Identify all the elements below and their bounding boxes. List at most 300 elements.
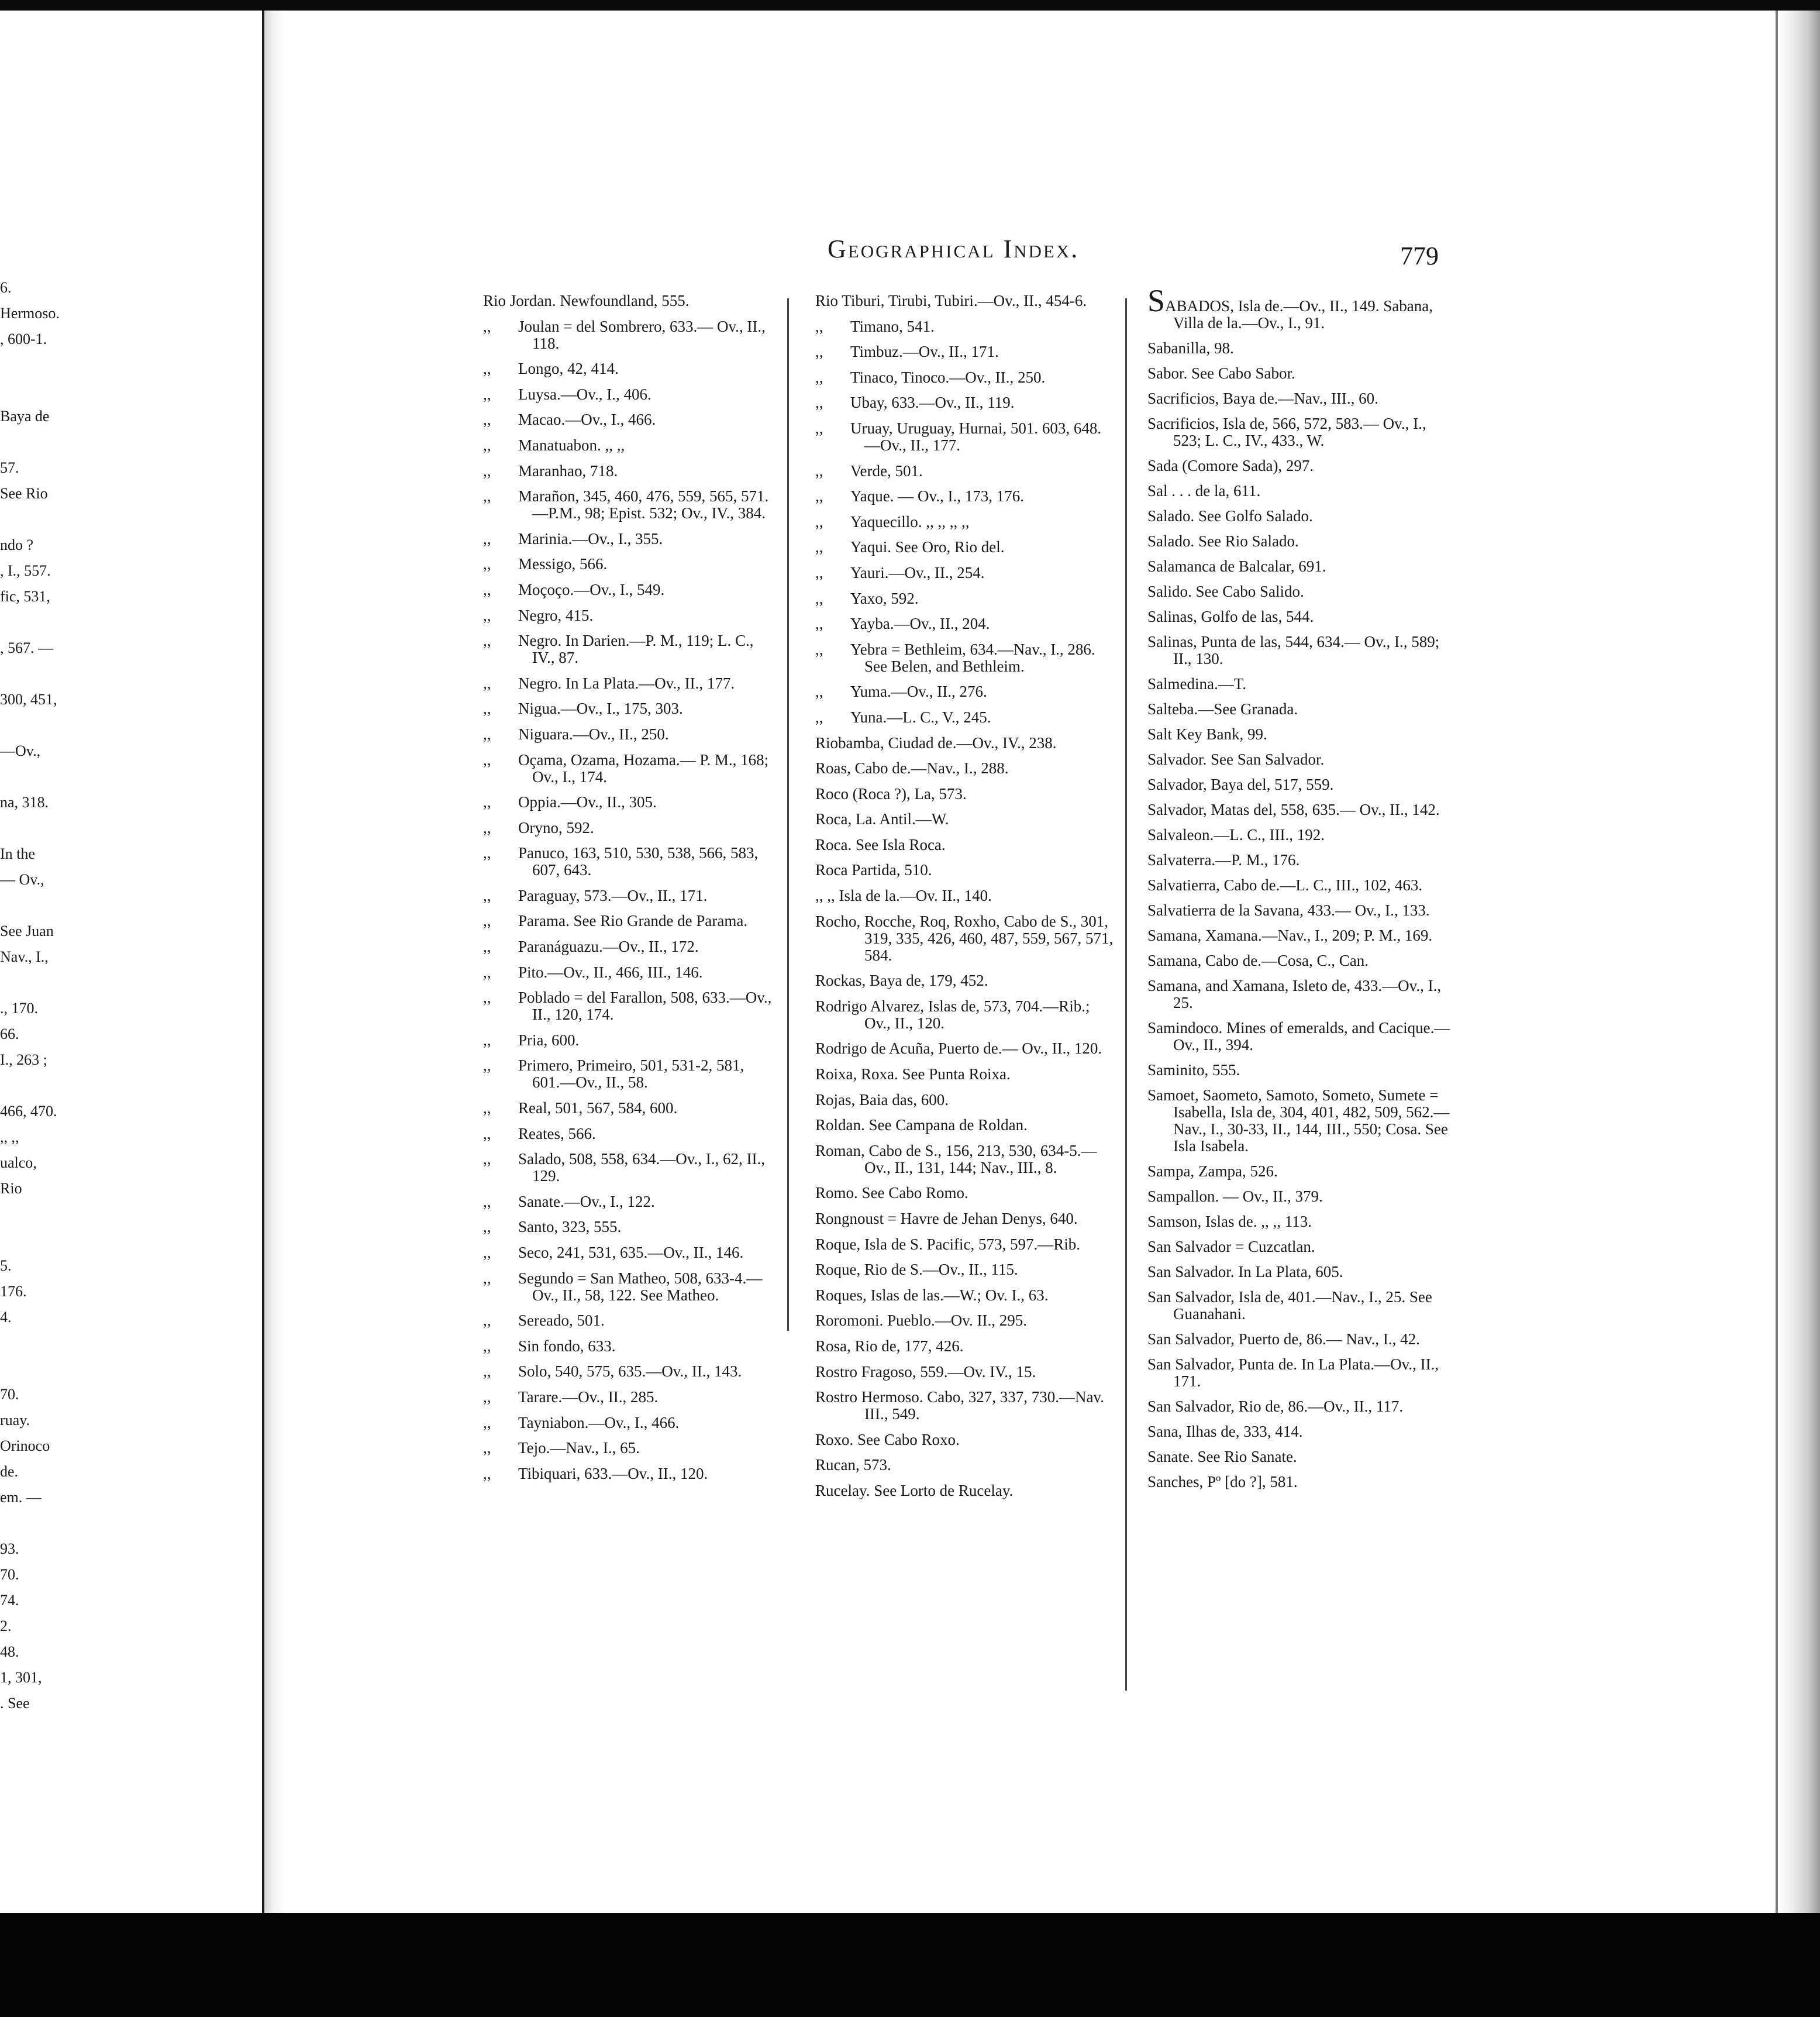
index-entry-text: Rodrigo Alvarez, Islas de, 573, 704.—Rib.; Ov., II., 120. bbox=[815, 997, 1090, 1032]
index-entry bbox=[815, 1117, 1114, 1134]
index-entry bbox=[483, 700, 775, 717]
index-entry-text: Salinas, Golfo de las, 544. bbox=[1147, 608, 1314, 625]
index-entry bbox=[483, 607, 775, 624]
index-entry bbox=[483, 1032, 775, 1049]
index-entry bbox=[815, 1142, 1114, 1176]
index-entry-text: Negro. In Darien.—P. M., 119; L. C., IV., 87. bbox=[518, 632, 754, 667]
index-entry-text: Tayniabon.—Ov., I., 466. bbox=[518, 1413, 680, 1431]
index-entry-text: Salido. See Cabo Salido. bbox=[1147, 583, 1304, 600]
ditto-mark: ,, bbox=[815, 394, 823, 412]
index-entry bbox=[483, 463, 775, 480]
ditto-mark: ,, bbox=[815, 683, 823, 701]
index-entry bbox=[483, 581, 775, 598]
previous-page-fragment: 5. bbox=[0, 1257, 12, 1274]
index-entry-text: Roque, Isla de S. Pacific, 573, 597.—Rib. bbox=[815, 1235, 1080, 1253]
ditto-mark: ,, bbox=[483, 1099, 491, 1117]
previous-page-fragment: ruay. bbox=[0, 1412, 30, 1429]
ditto-mark: ,, bbox=[483, 793, 491, 811]
ditto-mark: ,, bbox=[483, 1218, 491, 1236]
ditto-mark: ,, bbox=[815, 708, 823, 726]
index-entry-text: Paranáguazu.—Ov., II., 172. bbox=[518, 938, 699, 956]
ditto-mark: ,, bbox=[483, 818, 491, 837]
previous-page-fragment: 66. bbox=[0, 1025, 19, 1042]
index-entry bbox=[815, 811, 1114, 828]
index-entry-text: Sampa, Zampa, 526. bbox=[1147, 1162, 1278, 1180]
previous-page-fragment: 70. bbox=[0, 1566, 19, 1583]
index-entry bbox=[483, 820, 775, 837]
ditto-mark: ,, bbox=[815, 462, 823, 480]
ditto-mark: ,, bbox=[815, 368, 823, 386]
index-entry bbox=[815, 292, 1114, 309]
ditto-mark: ,, bbox=[483, 1337, 491, 1355]
index-entry-text: Rostro Hermoso. Cabo, 327, 337, 730.—Nav. III., 549. bbox=[815, 1388, 1104, 1423]
index-entry bbox=[483, 675, 775, 692]
index-entry bbox=[483, 556, 775, 573]
previous-page-fragment: . See bbox=[0, 1695, 30, 1712]
index-entry bbox=[815, 1457, 1114, 1474]
ditto-mark: ,, bbox=[483, 462, 491, 480]
index-entry-text: Macao.—Ov., I., 466. bbox=[518, 411, 656, 429]
previous-page-fragment: fic, 531, bbox=[0, 588, 50, 605]
previous-page-fragment bbox=[0, 764, 70, 790]
index-entry bbox=[1147, 852, 1452, 869]
index-entry bbox=[815, 1066, 1114, 1083]
index-entry-text: Roman, Cabo de S., 156, 213, 530, 634-5.—Ov., II., 131, 144; Nav., III., 8. bbox=[815, 1141, 1097, 1176]
index-entry bbox=[1147, 634, 1452, 667]
index-entry bbox=[1147, 1213, 1452, 1230]
ditto-mark: ,, bbox=[483, 700, 491, 718]
index-entry bbox=[1147, 1398, 1452, 1415]
previous-page-fragment: de. bbox=[0, 1463, 19, 1480]
index-entry bbox=[483, 1100, 775, 1117]
index-entry-text: Yuna.—L. C., V., 245. bbox=[850, 708, 991, 726]
previous-page-fragment bbox=[0, 661, 70, 687]
ditto-mark: ,, bbox=[483, 912, 491, 930]
index-entry-text: Verde, 501. bbox=[850, 462, 923, 480]
ditto-mark: ,, bbox=[483, 989, 491, 1007]
index-entry-text: Poblado = del Farallon, 508, 633.—Ov., II., 120, 174. bbox=[518, 989, 772, 1024]
index-entry bbox=[815, 1287, 1114, 1304]
index-entry bbox=[815, 1092, 1114, 1109]
index-entry-text: Sereado, 501. bbox=[518, 1312, 605, 1330]
index-entry-text: Salvador. See San Salvador. bbox=[1147, 751, 1325, 768]
index-entry-text: Roques, Islas de las.—W.; Ov. I., 63. bbox=[815, 1286, 1049, 1304]
previous-page-fragment: Rio bbox=[0, 1180, 22, 1197]
previous-page-fragment: I., 263 ; bbox=[0, 1051, 47, 1068]
index-entry-text: Yauri.—Ov., II., 254. bbox=[850, 563, 985, 581]
ditto-mark: ,, bbox=[483, 632, 491, 650]
index-entry-text: Samana, Xamana.—Nav., I., 209; P. M., 169. bbox=[1147, 927, 1433, 944]
index-entry bbox=[815, 837, 1114, 853]
index-entry-text: Timano, 541. bbox=[850, 317, 935, 335]
index-entry-text: Oryno, 592. bbox=[518, 818, 594, 837]
index-entry bbox=[1147, 390, 1452, 407]
ditto-mark: ,, bbox=[483, 938, 491, 956]
index-entry-text: Yaquecillo. ,, ,, ,, ,, bbox=[850, 512, 970, 531]
ditto-mark: ,, bbox=[483, 360, 491, 378]
index-entry bbox=[1147, 1020, 1452, 1054]
previous-page-fragment: Nav., I., bbox=[0, 948, 49, 965]
previous-page-fragment bbox=[0, 1073, 70, 1099]
previous-page-fragment bbox=[0, 507, 70, 532]
index-entry bbox=[483, 1219, 775, 1235]
index-entry-text: Messigo, 566. bbox=[518, 555, 608, 573]
index-entry bbox=[815, 463, 1114, 480]
index-column-1 bbox=[483, 292, 775, 1491]
index-entry bbox=[483, 1193, 775, 1210]
index-entry-text: San Salvador = Cuzcatlan. bbox=[1147, 1238, 1315, 1255]
index-entry bbox=[1147, 365, 1452, 382]
index-entry bbox=[483, 318, 775, 352]
previous-page-fragment: 74. bbox=[0, 1592, 19, 1609]
index-column-3 bbox=[1147, 283, 1452, 1499]
ditto-mark: ,, bbox=[483, 385, 491, 403]
index-entry-text: Sacrificios, Baya de.—Nav., III., 60. bbox=[1147, 390, 1378, 407]
previous-page-fragment: — Ov., bbox=[0, 871, 44, 888]
ditto-mark: ,, bbox=[483, 487, 491, 505]
ditto-mark: ,, bbox=[483, 317, 491, 335]
previous-page-fragment: 1, 301, bbox=[0, 1669, 42, 1686]
index-entry bbox=[815, 1338, 1114, 1355]
previous-page-fragment bbox=[0, 1356, 70, 1382]
index-entry-text: Roldan. See Campana de Roldan. bbox=[815, 1116, 1028, 1134]
ditto-mark: ,, bbox=[483, 1244, 491, 1261]
previous-page-fragment bbox=[0, 815, 70, 841]
index-entry-text: Sampallon. — Ov., II., 379. bbox=[1147, 1188, 1323, 1205]
index-entry bbox=[815, 862, 1114, 879]
index-entry bbox=[815, 641, 1114, 675]
index-entry-text: Tibiquari, 633.—Ov., II., 120. bbox=[518, 1464, 708, 1482]
previous-page-fragment: , 600-1. bbox=[0, 331, 47, 347]
index-entry-text: Samindoco. Mines of emeralds, and Cacique.—Ov., II., 394. bbox=[1147, 1019, 1450, 1054]
index-entry bbox=[483, 292, 775, 309]
index-entry-text: Negro, 415. bbox=[518, 606, 594, 624]
index-entry-text: Joulan = del Sombrero, 633.— Ov., II., 118. bbox=[518, 317, 766, 352]
index-entry bbox=[1147, 877, 1452, 894]
index-entry-text: Salvatierra, Cabo de.—L. C., III., 102, 463. bbox=[1147, 876, 1423, 894]
index-entry bbox=[483, 488, 775, 522]
index-entry bbox=[815, 565, 1114, 581]
index-entry-text: Timbuz.—Ov., II., 171. bbox=[850, 343, 999, 361]
previous-page-fragment bbox=[0, 893, 70, 918]
index-entry-text: Rongnoust = Havre de Jehan Denys, 640. bbox=[815, 1210, 1078, 1227]
index-entry bbox=[1147, 283, 1452, 332]
previous-page-fragment: 57. bbox=[0, 459, 19, 476]
index-entry-text: Roixa, Roxa. See Punta Roixa. bbox=[815, 1065, 1011, 1083]
previous-page-fragment: 466, 470. bbox=[0, 1103, 57, 1120]
index-entry-text: Samana, Cabo de.—Cosa, C., Can. bbox=[1147, 952, 1369, 969]
index-entry-text: Salteba.—See Granada. bbox=[1147, 700, 1298, 718]
index-entry-text: Yaxo, 592. bbox=[850, 589, 919, 607]
index-entry bbox=[815, 318, 1114, 335]
index-entry bbox=[815, 1236, 1114, 1253]
index-entry-text: Reates, 566. bbox=[518, 1124, 596, 1142]
ditto-mark: ,, bbox=[815, 615, 823, 633]
index-entry bbox=[1147, 415, 1452, 449]
index-entry bbox=[1147, 726, 1452, 743]
index-entry bbox=[815, 1185, 1114, 1202]
ditto-mark: ,, bbox=[815, 419, 823, 437]
index-entry-text: Pito.—Ov., II., 466, III., 146. bbox=[518, 963, 703, 981]
index-entry-text: Panuco, 163, 510, 530, 538, 566, 583, 607, 643. bbox=[518, 844, 759, 879]
index-entry bbox=[483, 1057, 775, 1091]
index-entry-text: Pria, 600. bbox=[518, 1031, 580, 1049]
index-entry bbox=[815, 735, 1114, 752]
ditto-mark: ,, bbox=[815, 563, 823, 581]
index-entry-text: Sada (Comore Sada), 297. bbox=[1147, 457, 1314, 474]
index-entry bbox=[483, 913, 775, 930]
index-entry-text: Parama. See Rio Grande de Parama. bbox=[518, 912, 748, 930]
index-entry-text: Nigua.—Ov., I., 175, 303. bbox=[518, 700, 683, 718]
index-entry bbox=[483, 1363, 775, 1380]
previous-page-fragment: 2. bbox=[0, 1617, 12, 1634]
index-entry-text: Salvador, Baya del, 517, 559. bbox=[1147, 776, 1334, 793]
index-entry-text: Manatuabon. ,, ,, bbox=[518, 436, 625, 454]
previous-page-fragment bbox=[0, 378, 70, 404]
previous-page-fragment: 93. bbox=[0, 1540, 19, 1557]
index-entry bbox=[815, 1389, 1114, 1423]
previous-page-fragment: , I., 557. bbox=[0, 562, 51, 579]
index-entry-text: Segundo = San Matheo, 508, 633-4.—Ov., II., 58, 122. See Matheo. bbox=[518, 1269, 763, 1304]
ditto-mark: ,, bbox=[483, 844, 491, 862]
index-entry bbox=[483, 1389, 775, 1406]
index-entry bbox=[815, 683, 1114, 700]
index-entry bbox=[1147, 558, 1452, 575]
previous-page-fragment: See Rio bbox=[0, 485, 48, 502]
index-entry-text: Tejo.—Nav., I., 65. bbox=[518, 1439, 640, 1457]
index-entry bbox=[483, 360, 775, 377]
previous-page-fragment-column bbox=[0, 275, 70, 1716]
page-gutter-shadow bbox=[264, 11, 285, 1913]
index-entry bbox=[815, 760, 1114, 777]
index-entry-text: Sanches, Pº [do ?], 581. bbox=[1147, 1473, 1298, 1491]
index-entry bbox=[1147, 483, 1452, 500]
index-entry bbox=[815, 913, 1114, 964]
index-entry bbox=[1147, 902, 1452, 919]
ditto-mark: ,, bbox=[815, 512, 823, 531]
ditto-mark: ,, bbox=[483, 606, 491, 624]
index-entry-text: Rocho, Rocche, Roq, Roxho, Cabo de S., 301, 319, 335, 426, 460, 487, 559, 567, 571, 584. bbox=[815, 912, 1114, 964]
previous-page-fragment bbox=[0, 1330, 70, 1356]
ditto-mark: ,, bbox=[815, 640, 823, 658]
index-entry-text: Seco, 241, 531, 635.—Ov., II., 146. bbox=[518, 1244, 744, 1261]
index-entry bbox=[1147, 751, 1452, 768]
index-entry-text: Sanate.—Ov., I., 122. bbox=[518, 1192, 655, 1210]
index-entry bbox=[1147, 776, 1452, 793]
index-entry bbox=[1147, 927, 1452, 944]
scan-border-top bbox=[0, 0, 1820, 11]
index-entry-text: Oçama, Ozama, Hozama.— P. M., 168; Ov., I., 174. bbox=[518, 751, 769, 786]
index-entry-text: Yaque. — Ov., I., 173, 176. bbox=[850, 487, 1024, 505]
index-entry bbox=[1147, 1448, 1452, 1465]
index-entry-text: Rucan, 573. bbox=[815, 1456, 891, 1474]
index-entry bbox=[1147, 1163, 1452, 1180]
previous-page-fragment: Hermoso. bbox=[0, 305, 60, 322]
index-entry-text: Sabanilla, 98. bbox=[1147, 339, 1234, 357]
index-entry bbox=[1147, 583, 1452, 600]
ditto-mark: ,, bbox=[483, 529, 491, 548]
index-entry-text: San Salvador. In La Plata, 605. bbox=[1147, 1263, 1343, 1281]
index-entry bbox=[815, 590, 1114, 607]
ditto-mark: ,, bbox=[483, 1362, 491, 1381]
index-entry-text: Saminito, 555. bbox=[1147, 1061, 1240, 1079]
index-entry bbox=[815, 369, 1114, 386]
ditto-mark: ,, bbox=[483, 886, 491, 904]
index-entry bbox=[1147, 1289, 1452, 1323]
index-entry bbox=[1147, 1331, 1452, 1348]
index-entry-text: Salvatierra de la Savana, 433.— Ov., I., 133. bbox=[1147, 901, 1430, 919]
index-entry-text: Rostro Fragoso, 559.—Ov. IV., 15. bbox=[815, 1362, 1036, 1381]
index-entry bbox=[483, 1414, 775, 1431]
previous-page-fragment bbox=[0, 1202, 70, 1227]
index-entry-text: Moçoço.—Ov., I., 549. bbox=[518, 580, 665, 598]
index-entry-text: Luysa.—Ov., I., 406. bbox=[518, 385, 652, 403]
ditto-mark: ,, bbox=[483, 555, 491, 573]
index-entry bbox=[815, 394, 1114, 411]
index-entry bbox=[815, 1431, 1114, 1448]
ditto-mark: ,, bbox=[483, 751, 491, 769]
index-entry bbox=[483, 437, 775, 454]
previous-page-fragment: ualco, bbox=[0, 1154, 37, 1171]
index-entry bbox=[1147, 1238, 1452, 1255]
index-entry-text: Roca, La. Antil.—W. bbox=[815, 810, 949, 828]
index-entry bbox=[815, 1364, 1114, 1381]
index-entry-text: Samoet, Saometo, Samoto, Someto, Sumete = Isabella, Isla de, 304, 401, 482, 509, 562.—Nav., I., 30-33, II., 144, III., 550; Cosa. See Isla Isabela. bbox=[1147, 1086, 1450, 1155]
previous-page-fragment: —Ov., bbox=[0, 742, 41, 759]
previous-page-fragment: Orinoco bbox=[0, 1437, 50, 1454]
index-entry bbox=[815, 514, 1114, 531]
ditto-mark: ,, bbox=[483, 1413, 491, 1431]
ditto-mark: ,, bbox=[483, 725, 491, 743]
index-entry bbox=[1147, 1062, 1452, 1079]
index-entry bbox=[1147, 340, 1452, 357]
index-entry bbox=[483, 1151, 775, 1185]
index-entry-text: Salinas, Punta de las, 544, 634.— Ov., I., 589; II., 130. bbox=[1147, 633, 1440, 667]
index-entry-text: ABADOS, Isla de.—Ov., II., 149. Sabana, Villa de la.—Ov., I., 91. bbox=[1165, 297, 1433, 332]
index-entry-text: Real, 501, 567, 584, 600. bbox=[518, 1099, 678, 1117]
previous-page-fragment: 4. bbox=[0, 1309, 12, 1326]
index-entry bbox=[1147, 952, 1452, 969]
index-entry bbox=[483, 752, 775, 786]
index-entry-text: Yaqui. See Oro, Rio del. bbox=[850, 538, 1005, 556]
ditto-mark: ,, bbox=[815, 343, 823, 361]
index-entry bbox=[483, 531, 775, 548]
index-entry-text: Rio Jordan. Newfoundland, 555. bbox=[483, 292, 690, 309]
previous-page-fragment bbox=[0, 970, 70, 996]
index-entry-text: Yayba.—Ov., II., 204. bbox=[850, 615, 990, 633]
previous-page-fragment bbox=[0, 1510, 70, 1536]
page-fore-edge bbox=[1778, 11, 1820, 1913]
index-column-2 bbox=[815, 292, 1114, 1508]
ditto-mark: ,, bbox=[483, 580, 491, 598]
index-entry bbox=[815, 887, 1114, 904]
index-entry bbox=[815, 488, 1114, 505]
index-entry bbox=[483, 989, 775, 1023]
index-entry-text: Salado, 508, 558, 634.—Ov., I., 62, II., 129. bbox=[518, 1150, 765, 1185]
index-entry bbox=[1147, 457, 1452, 474]
index-entry-text: Roas, Cabo de.—Nav., I., 288. bbox=[815, 759, 1009, 777]
index-entry-text: Yuma.—Ov., II., 276. bbox=[850, 683, 987, 701]
index-entry bbox=[815, 615, 1114, 632]
index-entry-text: Roromoni. Pueblo.—Ov. II., 295. bbox=[815, 1312, 1027, 1330]
index-entry-text: Rodrigo de Acuña, Puerto de.— Ov., II., 120. bbox=[815, 1040, 1102, 1058]
ditto-mark: ,, bbox=[483, 1439, 491, 1457]
index-entry-text: Uruay, Uruguay, Hurnai, 501. 603, 648.—Ov., II., 177. bbox=[850, 419, 1102, 454]
index-entry-text: Salvaterra.—P. M., 176. bbox=[1147, 851, 1300, 869]
index-entry bbox=[1147, 508, 1452, 525]
index-entry-text: Salt Key Bank, 99. bbox=[1147, 725, 1267, 743]
index-entry bbox=[1147, 977, 1452, 1011]
index-entry-text: Primero, Primeiro, 501, 531-2, 581, 601.—Ov., II., 58. bbox=[518, 1056, 744, 1092]
index-entry-text: San Salvador, Isla de, 401.—Nav., I., 25. See Guanahani. bbox=[1147, 1288, 1432, 1323]
previous-page-fragment: 6. bbox=[0, 279, 12, 296]
previous-page-fragment bbox=[0, 610, 70, 635]
index-entry-text: Longo, 42, 414. bbox=[518, 360, 619, 378]
drop-cap: S bbox=[1147, 283, 1166, 318]
index-entry-text: Sal . . . de la, 611. bbox=[1147, 482, 1261, 500]
index-entry-text: San Salvador, Punta de. In La Plata.—Ov., II., 171. bbox=[1147, 1355, 1439, 1390]
running-head: Geographical Index. bbox=[828, 235, 1080, 263]
index-entry-text: Sabor. See Cabo Sabor. bbox=[1147, 364, 1295, 382]
index-entry bbox=[815, 420, 1114, 454]
ditto-mark: ,, bbox=[483, 436, 491, 454]
previous-page-fragment: See Juan bbox=[0, 923, 54, 939]
index-entry-text: Roco (Roca ?), La, 573. bbox=[815, 784, 967, 803]
ditto-mark: ,, bbox=[483, 1056, 491, 1075]
scan-border-bottom bbox=[0, 1913, 1820, 2017]
index-entry-text: Sanate. See Rio Sanate. bbox=[1147, 1448, 1297, 1465]
previous-page-fragment: 300, 451, bbox=[0, 691, 57, 708]
index-entry bbox=[815, 1210, 1114, 1227]
index-entry bbox=[483, 386, 775, 403]
index-entry-text: ,, ,, Isla de la.—Ov. II., 140. bbox=[815, 887, 992, 905]
index-entry-text: Salvador, Matas del, 558, 635.— Ov., II., 142. bbox=[1147, 801, 1440, 818]
page-number: 779 bbox=[1400, 242, 1439, 270]
index-entry-text: Roca. See Isla Roca. bbox=[815, 835, 946, 853]
ditto-mark: ,, bbox=[483, 1150, 491, 1168]
index-entry bbox=[483, 845, 775, 879]
index-entry bbox=[483, 938, 775, 955]
index-entry-text: Roque, Rio de S.—Ov., II., 115. bbox=[815, 1261, 1018, 1279]
index-entry-text: Rosa, Rio de, 177, 426. bbox=[815, 1337, 964, 1355]
index-entry-text: Salamanca de Balcalar, 691. bbox=[1147, 557, 1326, 575]
index-entry-text: Salmedina.—T. bbox=[1147, 675, 1246, 693]
index-entry-text: Marinia.—Ov., I., 355. bbox=[518, 529, 663, 548]
ditto-mark: ,, bbox=[483, 1464, 491, 1482]
index-entry-text: Oppia.—Ov., II., 305. bbox=[518, 793, 657, 811]
index-entry bbox=[483, 794, 775, 811]
index-entry bbox=[483, 964, 775, 981]
index-entry-text: Rojas, Baia das, 600. bbox=[815, 1090, 949, 1109]
previous-page-fragment bbox=[0, 713, 70, 738]
previous-page-fragment: In the bbox=[0, 845, 35, 862]
column-rule-2 bbox=[1125, 298, 1127, 1691]
index-entry bbox=[483, 726, 775, 743]
previous-page-fragment: 70. bbox=[0, 1386, 19, 1403]
index-entry bbox=[483, 411, 775, 428]
index-entry bbox=[1147, 533, 1452, 550]
index-entry-text: Santo, 323, 555. bbox=[518, 1218, 622, 1236]
ditto-mark: ,, bbox=[815, 487, 823, 505]
index-entry bbox=[483, 632, 775, 666]
index-entry-text: Salado. See Golfo Salado. bbox=[1147, 507, 1313, 525]
index-entry bbox=[483, 1338, 775, 1355]
index-entry bbox=[815, 972, 1114, 989]
index-entry-text: Paraguay, 573.—Ov., II., 171. bbox=[518, 886, 708, 904]
index-entry-text: Salado. See Rio Salado. bbox=[1147, 532, 1299, 550]
previous-page-fragment bbox=[0, 1227, 70, 1253]
index-entry-text: Tinaco, Tinoco.—Ov., II., 250. bbox=[850, 368, 1046, 386]
